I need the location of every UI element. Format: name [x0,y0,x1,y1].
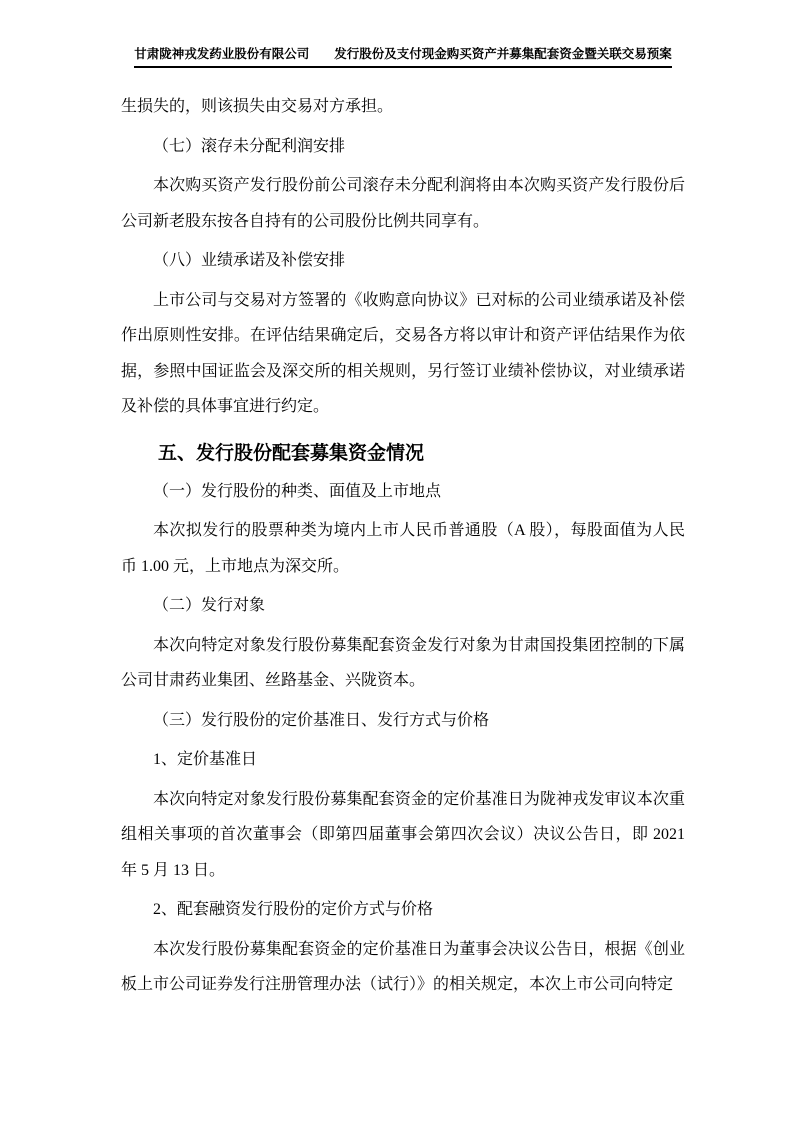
paragraph-issue-targets: 本次向特定对象发行股份募集配套资金发行对象为甘肃国投集团控制的下属公司甘肃药业集团、丝路基金、兴陇资本。 [121,636,685,689]
heading-subsection-1: （一）发行股份的种类、面值及上市地点 [153,482,442,500]
document-body [121,89,685,1003]
heading-section-7: （七）滚存未分配利润安排 [153,137,346,155]
heading-subsection-2: （二）发行对象 [153,597,266,614]
paragraph-pricing-method: 本次发行股份募集配套资金的定价基准日为董事会决议公告日，根据《创业板上市公司证券发行注册管理办法（试行）》的相关规定，本次上市公司向特定 [121,940,685,993]
numbered-heading-1: 1、定价基准日 [153,751,258,768]
paragraph-undistributed-profit: 本次购买资产发行股份前公司滚存未分配利润将由本次购买资产发行股份后公司新老股东按各自持有的公司股份比例共同享有。 [121,177,685,230]
paragraph-share-type: 本次拟发行的股票种类为境内上市人民币普通股（A 股），每股面值为人民币 1.00 元，上市地点为深交所。 [121,522,685,575]
numbered-heading-2: 2、配套融资发行股份的定价方式与价格 [153,901,434,918]
chapter-heading-5: 五、发行股份配套募集资金情况 [158,442,425,464]
paragraph-pricing-base-date: 本次向特定对象发行股份募集配套资金的定价基准日为陇神戎发审议本次重组相关事项的首次董事会（即第四届董事会第四次会议）决议公告日，即 2021 年 5 月 13 日。 [121,790,685,879]
header-title: 甘肃陇神戎发药业股份有限公司 发行股份及支付现金购买资产并募集配套资金暨关联交易预案 [134,47,672,68]
running-header [121,47,685,68]
heading-section-8: （八）业绩承诺及补偿安排 [153,252,346,269]
heading-subsection-3: （三）发行股份的定价基准日、发行方式与价格 [153,711,490,729]
paragraph-performance-commitment: 上市公司与交易对方签署的《收购意向协议》已对标的公司业绩承诺及补偿作出原则性安排。在评估结果确定后，交易各方将以审计和资产评估结果作为依据，参照中国证监会及深交所的相关规则，另行签订业绩补偿协议，对业绩承诺及补偿的具体事宜进行约定。 [121,291,685,415]
paragraph-continued: 生损失的，则该损失由交易对方承担。 [121,98,394,115]
